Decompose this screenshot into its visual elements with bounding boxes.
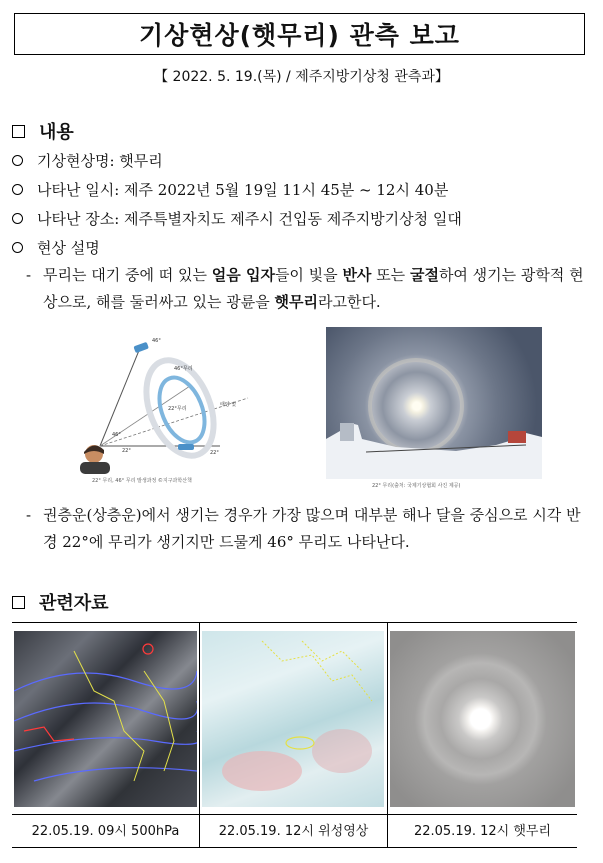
description-paragraph-2 — [26, 502, 592, 556]
observer-body — [80, 462, 110, 474]
label-46-angle: 46° — [112, 432, 121, 438]
document-title — [14, 13, 585, 55]
bullet-item-phenomenon — [12, 150, 163, 171]
isobar-line — [14, 731, 197, 751]
title-text: 기상현상(햇무리) 관측 보고 — [139, 21, 460, 50]
paragraph-text: 권층운(상층운)에서 생기는 경우가 가장 많으며 대부분 해나 달을 중심으로 시각 반경 22°에 무리가 생기지만 드물게 46° 무리도 나타난다. — [43, 506, 581, 551]
weather-map-svg — [14, 631, 197, 807]
front-line — [24, 727, 74, 741]
text-run: 또는 — [371, 266, 410, 284]
label-sunray: 태양 빛 — [220, 402, 237, 408]
halo-ring-arc — [370, 360, 462, 452]
label-22-angle: 22° — [122, 448, 131, 454]
bold-term-refraction: 굴절 — [409, 266, 439, 284]
circle-bullet-icon — [12, 213, 23, 224]
label-22-ring: 22°무리 — [168, 406, 187, 412]
bullet-item-location — [12, 208, 462, 229]
halo-diagram-svg — [70, 326, 250, 476]
text-run: 들이 빛을 — [274, 266, 343, 284]
section-heading-text: 내용 — [39, 122, 74, 143]
ice-crystal-top — [133, 342, 149, 353]
circle-bullet-icon — [12, 242, 23, 253]
circle-bullet-icon — [12, 184, 23, 195]
bullet-text: 나타난 일시: 제주 2022년 5월 19일 11시 45분 ~ 12시 40분 — [37, 181, 449, 199]
label-46: 46° — [152, 338, 161, 344]
text-run: 라고한다. — [317, 293, 381, 311]
observation-structure — [340, 423, 354, 441]
section-heading-related — [12, 589, 109, 615]
label-46-ring: 46°무리 — [174, 366, 193, 372]
bullet-text: 기상현상명: 햇무리 — [37, 152, 163, 170]
cloud-patch — [222, 751, 302, 791]
isobar-line — [34, 768, 197, 781]
halo-formation-diagram — [70, 326, 250, 476]
square-bullet-icon — [12, 596, 25, 609]
caption-divider — [12, 814, 577, 815]
weather-map-500hpa — [14, 631, 197, 807]
photo-caption: 22° 무리(출처: 국제기상협회 사진 제공) — [372, 483, 461, 489]
halo-photo-svg — [326, 327, 542, 479]
square-bullet-icon — [12, 125, 25, 138]
jeju-island-outline — [286, 737, 314, 749]
caption-500hpa: 22.05.19. 09시 500hPa — [31, 823, 180, 839]
bullet-item-description — [12, 237, 100, 258]
bold-term-reflection: 반사 — [342, 266, 372, 284]
cloud-patch — [312, 729, 372, 773]
related-materials-table — [12, 622, 577, 848]
paragraph-text — [26, 262, 592, 316]
bold-term-halo: 햇무리 — [274, 293, 318, 311]
low-center-marker — [143, 644, 153, 654]
coastline — [262, 641, 372, 701]
section-heading-text: 관련자료 — [39, 593, 109, 614]
description-paragraph-1 — [26, 262, 592, 316]
text-run: 하여 생기는 광학적 현상으로, 해를 둘러싸고 있는 광륜을 — [43, 266, 584, 311]
coastline — [302, 641, 362, 671]
isobar-line — [14, 701, 197, 721]
dash-marker: - — [26, 506, 32, 524]
bold-term-ice-particles: 얼음 입자 — [211, 266, 275, 284]
halo-photo — [326, 327, 542, 479]
isobar-line — [14, 671, 197, 691]
satellite-image — [202, 631, 384, 807]
caption-halo: 22.05.19. 12시 햇무리 — [413, 823, 552, 839]
report-subtitle: 【 2022. 5. 19.(목) / 제주지방기상청 관측과】 — [154, 69, 449, 85]
bullet-text: 현상 설명 — [37, 239, 100, 257]
diagram-caption: 22° 무리, 46° 무리 발생과정 ©지구과학산책 — [92, 478, 192, 484]
text-run: 무리는 대기 중에 떠 있는 — [43, 266, 212, 284]
section-heading-content — [12, 118, 74, 144]
caption-satellite: 22.05.19. 12시 위성영상 — [218, 823, 369, 839]
halo-photo-2 — [390, 631, 575, 807]
ice-crystal-bottom — [178, 444, 194, 450]
satellite-svg — [202, 631, 384, 807]
coastline — [74, 651, 144, 781]
bullet-item-datetime — [12, 179, 448, 200]
label-22-angle-right: 22° — [210, 450, 219, 456]
coastline — [144, 671, 174, 771]
bullet-text: 나타난 장소: 제주특별자치도 제주시 건입동 제주지방기상청 일대 — [37, 210, 462, 228]
dash-marker: - — [26, 266, 32, 284]
red-building — [508, 431, 526, 443]
circle-bullet-icon — [12, 155, 23, 166]
